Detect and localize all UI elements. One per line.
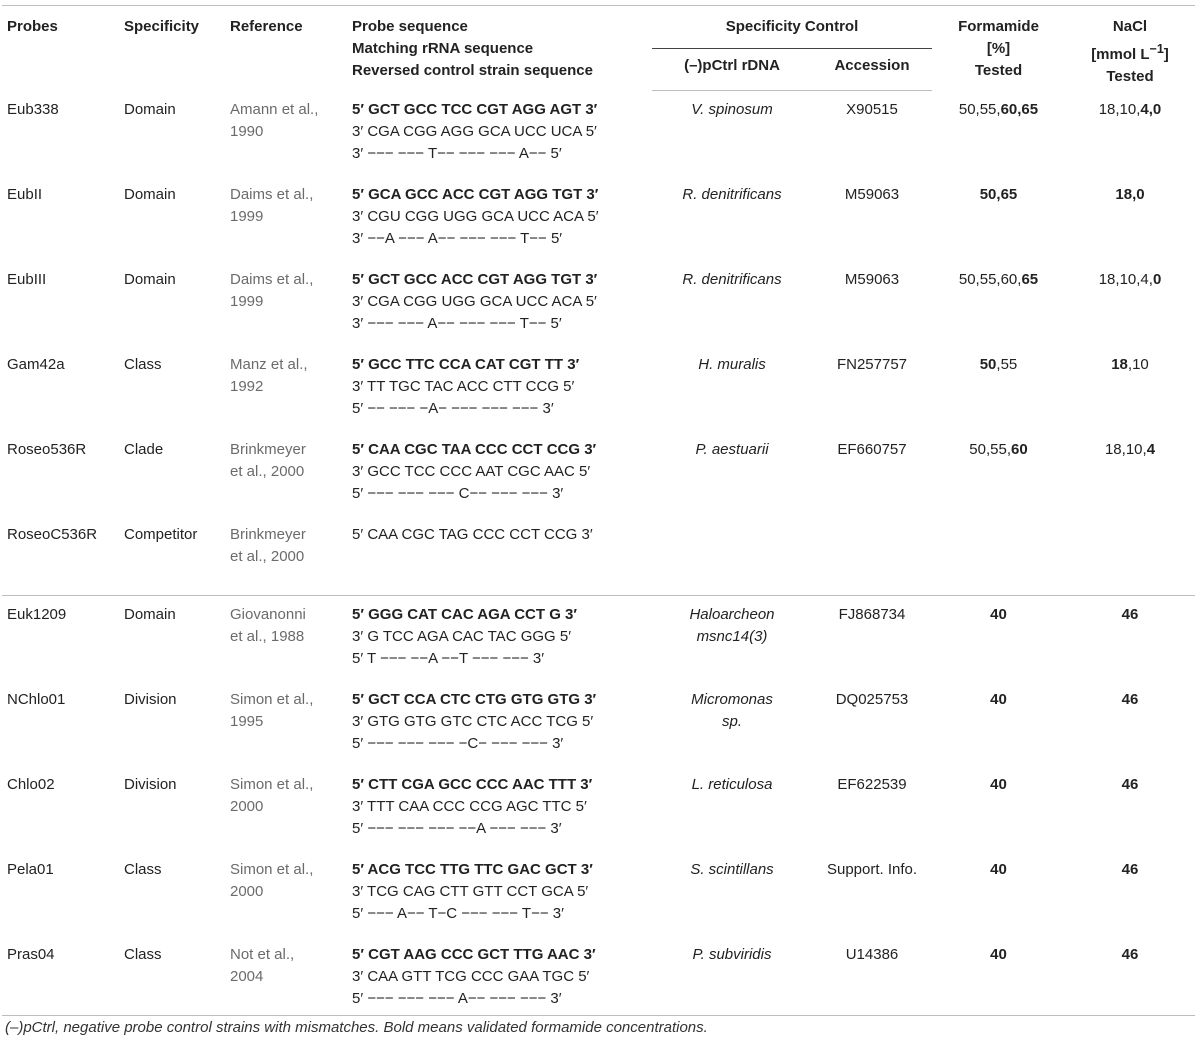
nacl-part: 4,0 — [1140, 100, 1162, 118]
reference-cell — [225, 766, 347, 851]
header-accession: Accession — [812, 49, 932, 91]
reference-line: Daims et al., — [230, 186, 314, 203]
header-pctrl: (–)pCtrl rDNA — [652, 49, 812, 91]
control-strain-line: Haloarcheon — [689, 606, 775, 623]
reference-cell — [225, 91, 347, 177]
accession: X90515 — [846, 101, 898, 118]
formamide-part: 50 — [979, 356, 997, 373]
reference-line: Manz et al., — [230, 356, 308, 373]
control-strain-line: R. denitrificans — [682, 186, 782, 203]
probe-specificity: Class — [119, 936, 225, 1016]
reference-line: 1999 — [230, 293, 264, 310]
footnote: (–)pCtrl, negative probe control strains with mismatches. Bold means validated formamide concentrations. — [5, 1019, 708, 1036]
control-sequence: 3′ −−− −−− A−− −−− −−− T−− 5′ — [352, 315, 562, 332]
accession: Support. Info. — [826, 861, 918, 878]
accession: FJ868734 — [838, 606, 906, 623]
probe-sequence: 5′ GCT GCC TCC CGT AGG AGT 3′ — [352, 100, 598, 118]
nacl-part: 4 — [1146, 441, 1156, 458]
formamide-values — [932, 596, 1065, 682]
table-row — [2, 346, 1195, 431]
reference-cell — [225, 176, 347, 261]
probe-specificity: Domain — [124, 606, 176, 623]
control-strain — [652, 431, 812, 516]
table-row — [2, 936, 1195, 1016]
nacl-part: 46 — [1121, 606, 1139, 623]
control-strain-line: P. aestuarii — [695, 441, 769, 458]
nacl-part: 46 — [1121, 946, 1139, 963]
rrna-sequence: 3′ G TCC AGA CAC TAC GGG 5′ — [352, 628, 572, 645]
formamide-values — [932, 681, 1065, 766]
control-strain — [652, 851, 812, 936]
formamide-part: 50,55, — [958, 100, 1001, 118]
reference-line: Simon et al., — [230, 691, 314, 708]
probe-specificity: Division — [124, 776, 177, 793]
rrna-sequence: 3′ CGA CGG AGG GCA UCC UCA 5′ — [352, 122, 597, 140]
probe-name: Gam42a — [7, 356, 65, 373]
probe-specificity: Clade — [124, 441, 164, 458]
sequence-cell — [347, 681, 652, 766]
control-sequence: 5′ −−− −−− −−− A−− −−− −−− 3′ — [352, 990, 562, 1007]
probe-name: Pela01 — [7, 861, 54, 878]
nacl-values — [1065, 516, 1195, 596]
reference-line: Daims et al., — [230, 271, 314, 288]
nacl-part: 18,10, — [1098, 100, 1141, 118]
probe-name: Euk1209 — [7, 606, 67, 623]
nacl-part: 0 — [1152, 271, 1162, 288]
probe-sequence: 5′ GCT GCC ACC CGT AGG TGT 3′ — [352, 271, 598, 288]
probe-name: RoseoC536R — [2, 516, 119, 596]
nacl-part: 46 — [1121, 776, 1139, 793]
nacl-part: 46 — [1121, 861, 1139, 878]
formamide-part: 40 — [990, 691, 1007, 708]
reference-cell — [225, 261, 347, 346]
probe-specificity: Domain — [124, 186, 176, 203]
nacl-values — [1065, 91, 1195, 177]
sequence-cell — [347, 936, 652, 1016]
probe-sequence: 5′ ACG TCC TTG TTC GAC GCT 3′ — [352, 861, 593, 878]
probe-sequence: 5′ GCA GCC ACC CGT AGG TGT 3′ — [352, 186, 599, 203]
control-strain-line: V. spinosum — [691, 101, 773, 118]
reference-line: 1990 — [230, 122, 264, 140]
control-sequence: 5′ −−− −−− −−− −C− −−− −−− 3′ — [352, 735, 564, 752]
sequence-cell — [347, 91, 652, 177]
control-sequence: 3′ −−A −−− A−− −−− −−− T−− 5′ — [352, 230, 563, 247]
reference-line: 1992 — [230, 378, 264, 395]
formamide-part: 60 — [1011, 441, 1028, 458]
formamide-values — [932, 851, 1065, 936]
header-specificity-control: Specificity Control — [652, 6, 932, 49]
reference-line: Brinkmeyer — [230, 441, 306, 458]
probe-name: Pras04 — [2, 936, 119, 1016]
probe-sequence: 5′ CAA CGC TAG CCC CCT CCG 3′ — [352, 526, 593, 543]
nacl-values — [1065, 766, 1195, 851]
probe-specificity: Class — [124, 356, 162, 373]
table-row — [2, 681, 1195, 766]
nacl-values — [1065, 261, 1195, 346]
formamide-part: 40 — [990, 946, 1007, 963]
nacl-part: 18 — [1111, 356, 1128, 373]
reference-cell — [225, 431, 347, 516]
reference-cell — [225, 851, 347, 936]
reference-line: Not et al., — [230, 946, 295, 963]
probe-name: NChlo01 — [7, 691, 66, 708]
probe-specificity: Competitor — [119, 516, 225, 596]
accession: EF660757 — [837, 441, 907, 458]
probe-specificity: Class — [124, 861, 162, 878]
probe-sequence: 5′ GCT CCA CTC CTG GTG GTG 3′ — [352, 691, 597, 708]
probe-table — [2, 5, 1195, 1016]
formamide-part: 65 — [1021, 271, 1039, 288]
accession — [812, 516, 932, 596]
rrna-sequence: 3′ TT TGC TAC ACC CTT CCG 5′ — [352, 378, 575, 395]
table-row — [2, 851, 1195, 936]
sequence-cell — [347, 851, 652, 936]
nacl-values — [1065, 431, 1195, 516]
accession: U14386 — [812, 936, 932, 1016]
control-strain-line: P. subviridis — [692, 946, 772, 963]
control-strain-line: R. denitrificans — [682, 271, 782, 288]
reference-line: 2000 — [230, 883, 264, 900]
nacl-values — [1065, 936, 1195, 1016]
probe-sequence: 5′ CAA CGC TAA CCC CCT CCG 3′ — [352, 441, 597, 458]
reference-line: et al., 2000 — [230, 548, 305, 565]
formamide-part: 40 — [990, 606, 1007, 623]
probe-sequence: 5′ CTT CGA GCC CCC AAC TTT 3′ — [352, 776, 593, 793]
table-row — [2, 261, 1195, 346]
probe-name: Eub338 — [7, 100, 59, 118]
rrna-sequence: 3′ TCG CAG CTT GTT CCT GCA 5′ — [352, 883, 589, 900]
control-strain-line: sp. — [721, 713, 742, 730]
formamide-part: 50,55,60, — [958, 271, 1022, 288]
formamide-part: 40 — [990, 861, 1007, 878]
control-strain-line: S. scintillans — [690, 861, 774, 878]
reference-line: 2004 — [230, 968, 264, 985]
nacl-part: ,10 — [1127, 356, 1149, 373]
nacl-values — [1065, 346, 1195, 431]
control-strain — [652, 516, 812, 596]
probe-sequence: 5′ GGG CAT CAC AGA CCT G 3′ — [352, 606, 577, 623]
probe-specificity: Domain — [124, 271, 176, 288]
header-sequence: Probe sequence Matching rRNA sequence Reversed control strain sequence — [347, 6, 652, 91]
probe-specificity: Domain — [124, 100, 176, 118]
accession: M59063 — [844, 186, 900, 203]
control-strain-line: msnc14(3) — [696, 628, 768, 645]
table-row — [2, 596, 1195, 682]
table-row — [2, 91, 1195, 177]
nacl-part: 18,10,4, — [1098, 271, 1153, 288]
table-row — [2, 766, 1195, 851]
header-specificity: Specificity — [119, 6, 225, 91]
table-row — [2, 431, 1195, 516]
table-row — [2, 176, 1195, 261]
header-reference: Reference — [225, 6, 347, 91]
formamide-part: 50,65 — [979, 186, 1018, 203]
nacl-part: 46 — [1121, 691, 1139, 708]
nacl-values — [1065, 851, 1195, 936]
probe-name: Chlo02 — [7, 776, 55, 793]
control-sequence: 5′ −−− −−− −−− C−− −−− −−− 3′ — [352, 485, 564, 502]
header-probes: Probes — [2, 6, 119, 91]
sequence-cell — [347, 176, 652, 261]
probe-name: Roseo536R — [7, 441, 87, 458]
probe-specificity: Division — [124, 691, 177, 708]
formamide-part: ,55 — [996, 356, 1018, 373]
sequence-cell — [347, 261, 652, 346]
probe-sequence: 5′ GCC TTC CCA CAT CGT TT 3′ — [352, 356, 580, 373]
reference-line: et al., 2000 — [230, 463, 305, 480]
sequence-cell — [347, 516, 652, 596]
control-strain — [652, 176, 812, 261]
sequence-cell — [347, 596, 652, 682]
header-formamide: Formamide [%] Tested — [932, 6, 1065, 91]
reference-line: Giovanonni — [230, 606, 306, 623]
probe-sequence: 5′ CGT AAG CCC GCT TTG AAC 3′ — [352, 946, 596, 963]
rrna-sequence: 3′ CGA CGG UGG GCA UCC ACA 5′ — [352, 293, 597, 310]
rrna-sequence: 3′ CGU CGG UGG GCA UCC ACA 5′ — [352, 208, 599, 225]
nacl-part: 18,10, — [1104, 441, 1147, 458]
formamide-values — [932, 346, 1065, 431]
nacl-values — [1065, 596, 1195, 682]
accession: FN257757 — [836, 356, 908, 373]
control-strain-line: L. reticulosa — [691, 776, 773, 793]
control-strain — [652, 596, 812, 682]
control-sequence: 5′ −−− −−− −−− −−A −−− −−− 3′ — [352, 820, 562, 837]
accession: DQ025753 — [835, 691, 909, 708]
header-nacl: NaCl [mmol $L^{-1}$] Tested — [1065, 6, 1195, 91]
formamide-values — [932, 261, 1065, 346]
formamide-part: 50,55, — [969, 441, 1012, 458]
sequence-cell — [347, 766, 652, 851]
control-strain — [652, 91, 812, 177]
rrna-sequence: 3′ GTG GTG GTC CTC ACC TCG 5′ — [352, 713, 594, 730]
probe-name: EubII — [7, 186, 43, 203]
rrna-sequence: 3′ TTT CAA CCC CCG AGC TTC 5′ — [352, 798, 587, 815]
control-sequence: 3′ −−− −−− T−− −−− −−− A−− 5′ — [352, 144, 562, 162]
reference-line: 2000 — [230, 798, 264, 815]
control-sequence: 5′ −−− A−− T−C −−− −−− T−− 3′ — [352, 905, 564, 922]
reference-cell — [225, 516, 347, 596]
reference-cell — [225, 936, 347, 1016]
formamide-values — [932, 766, 1065, 851]
table-row — [2, 516, 1195, 596]
formamide-part: 60,65 — [1000, 100, 1039, 118]
table-body — [2, 91, 1195, 1016]
control-strain — [652, 681, 812, 766]
control-strain — [652, 261, 812, 346]
formamide-values — [932, 91, 1065, 177]
reference-line: Simon et al., — [230, 861, 314, 878]
reference-line: Brinkmeyer — [230, 526, 306, 543]
formamide-values — [932, 431, 1065, 516]
reference-cell — [225, 596, 347, 682]
rrna-sequence: 3′ GCC TCC CCC AAT CGC AAC 5′ — [352, 463, 591, 480]
control-strain — [652, 936, 812, 1016]
reference-line: et al., 1988 — [230, 628, 305, 645]
control-strain-line: Micromonas — [691, 691, 773, 708]
reference-line: 1995 — [230, 713, 264, 730]
accession: EF622539 — [837, 776, 907, 793]
formamide-part: 40 — [990, 776, 1007, 793]
formamide-values — [932, 936, 1065, 1016]
reference-cell — [225, 681, 347, 766]
reference-line: Simon et al., — [230, 776, 314, 793]
control-sequence: 5′ −− −−− −A− −−− −−− −−− 3′ — [352, 400, 554, 417]
formamide-values — [932, 176, 1065, 261]
reference-cell — [225, 346, 347, 431]
reference-line: 1999 — [230, 208, 264, 225]
nacl-values — [1065, 681, 1195, 766]
sequence-cell — [347, 431, 652, 516]
nacl-values — [1065, 176, 1195, 261]
probe-name: EubIII — [7, 271, 47, 288]
control-sequence: 5′ T −−− −−A −−T −−− −−− 3′ — [352, 650, 545, 667]
control-strain — [652, 766, 812, 851]
control-strain — [652, 346, 812, 431]
formamide-values — [932, 516, 1065, 596]
accession: M59063 — [844, 271, 900, 288]
sequence-cell — [347, 346, 652, 431]
rrna-sequence: 3′ CAA GTT TCG CCC GAA TGC 5′ — [352, 968, 590, 985]
reference-line: Amann et al., — [230, 100, 319, 118]
control-strain-line: H. muralis — [698, 356, 766, 373]
nacl-part: 18,0 — [1115, 186, 1145, 203]
